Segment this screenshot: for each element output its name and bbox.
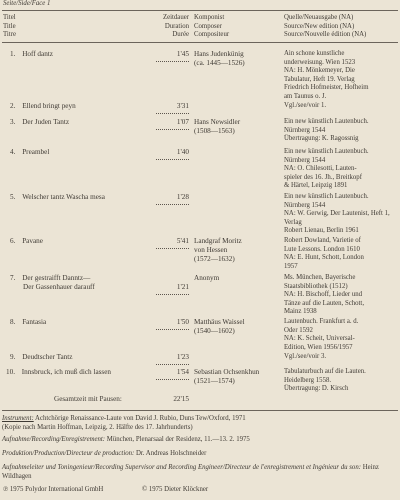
track-composer: Landgraf Moritz von Hessen (1572—1632): [194, 237, 242, 263]
header-bottom-rule: [2, 42, 398, 43]
duration-leader: [156, 364, 189, 365]
copyright-left: ℗ 1975 Polydor International GmbH: [3, 486, 104, 493]
instrument-info: Instrument: Achtchörige Renaissance-Laute von David J. Rubio, Duns Tew/Oxford, 1971 (Kopie nach Martin Hoffman, Leipzig, 2. Hälfte des 17. Jahrhunderts): [2, 415, 246, 431]
track-duration: 1'07: [176, 118, 189, 126]
track-source: Vgl./see/voir 1.: [284, 102, 327, 109]
source-header: Quelle/Neuausgabe (NA) Source/New edition (NA) Source/Nouvelle édition (NA): [284, 14, 367, 39]
composer-header: Komponist Composer Compositeur: [194, 14, 230, 39]
header-top-rule: [2, 10, 398, 11]
total-time-label: Gesamtzeit mit Pausen:: [54, 395, 122, 403]
duration-leader: [156, 204, 189, 205]
footer-top-rule: [2, 410, 398, 411]
engineer-info: Aufnahmeleiter und Toningenieur/Recording Supervisor and Recording Engineer/Directeur de l'enregistrement et Ingénieur du son: Heinz Wildhagen: [2, 464, 379, 480]
track-duration: 1'21: [176, 283, 189, 291]
track-source: Tabulaturbuch auf die Lauten. Heidelberg 1558. Übertragung: D. Kirsch: [284, 368, 366, 393]
track-duration: 5'41: [176, 237, 189, 245]
track-composer: Hans Judenkünig (ca. 1445—1526): [194, 50, 245, 67]
track-composer: Hans Newsidler (1508—1563): [194, 118, 241, 135]
track-source: Lautenbuch. Frankfurt a. d. Oder 1592 NA: K. Scheit, Universal- Edition, Wien 1956/1957: [284, 318, 359, 351]
track-duration: 1'54: [176, 368, 189, 376]
track-source: Ms. München, Bayerische Staatsbibliothek (1512) NA: H. Bischoff, Lieder und Tänze auf die Lauten, Schott, Mainz 1938: [284, 274, 365, 316]
track-source: Ein new künstlich Lautenbuch. Nürnberg 1544 Übertragung: K. Ragossnig: [284, 118, 369, 143]
track-duration: 3'31: [176, 102, 189, 110]
track-source: Ein new künstlich Lautenbuch. Nürnberg 1544 NA: W. Gerwig, Der Lautenist, Heft 1, Verlag Robert Lienau, Berlin 1961: [284, 193, 390, 235]
title-header: Titel Title Titre: [3, 14, 16, 39]
duration-header: Zeitdauer Duration Durée: [162, 14, 189, 39]
duration-leader: [156, 248, 189, 249]
duration-leader: [156, 379, 189, 380]
side-label: Seite/Side/Face 1: [3, 0, 51, 7]
track-row: 3. Der Juden Tantz: [10, 118, 70, 126]
track-composer: Anonym: [194, 274, 220, 282]
track-composer: Sebastian Ochsenkhun (1521—1574): [194, 368, 260, 385]
track-row: 10. Innsbruck, ich muß dich lassen: [6, 368, 112, 376]
copyright-right: © 1975 Dieter Klöckner: [142, 486, 209, 493]
track-source: Ain schone kunstliche underweisung. Wien 1523 NA: H. Mönkemeyer, Die Tabulatur, Heft 19. Verlag Friedrich Hofmeister, Hofheim am Taunus o. J.: [284, 50, 369, 100]
track-row: 4. Preambel: [10, 148, 50, 156]
track-source: Robert Dowland, Varietie of Lute Lessons. London 1610 NA: E. Hunt, Schott, London 1957: [284, 237, 364, 270]
track-duration: 1'45: [176, 50, 189, 58]
track-row: 9. Deudtscher Tantz: [10, 353, 73, 361]
track-row: 5. Welscher tantz Wascha mesa: [10, 193, 105, 201]
duration-leader: [156, 61, 189, 62]
duration-leader: [156, 113, 189, 114]
track-row: 1. Hoff dantz: [10, 50, 53, 58]
track-row: 6. Pavane: [10, 237, 43, 245]
track-duration: 1'50: [176, 318, 189, 326]
track-row: 2. Ellend bringt peyn: [10, 102, 76, 110]
track-duration: 1'28: [176, 193, 189, 201]
duration-leader: [156, 329, 189, 330]
track-duration: 1'40: [176, 148, 189, 156]
track-source: Ein new künstlich Lautenbuch. Nürnberg 1544 NA: O. Chilesotti, Lauten- spieler des 16. Jh., Breitkopf & Härtel, Leipzig 1891: [284, 148, 369, 190]
duration-leader: [156, 129, 189, 130]
track-duration: 1'23: [176, 353, 189, 361]
duration-leader: [156, 294, 189, 295]
recording-info: Aufnahme/Recording/Enregistrement: München, Plenarsaal der Residenz, 11.—13. 2. 1975: [2, 436, 250, 443]
track-source: Vgl./see/voir 3.: [284, 353, 327, 360]
total-time-value: 22'15: [173, 395, 189, 403]
track-row: 8. Fantasia: [10, 318, 47, 326]
duration-leader: [156, 159, 189, 160]
track-composer: Matthäus Waissel (1540—1602): [194, 318, 245, 335]
production-info: Produktion/Production/Directeur de production: Dr. Andreas Holschneider: [2, 450, 207, 457]
track-row: 7. Der gestraifft Danntz— Der Gassenhauer darauff: [10, 274, 95, 291]
